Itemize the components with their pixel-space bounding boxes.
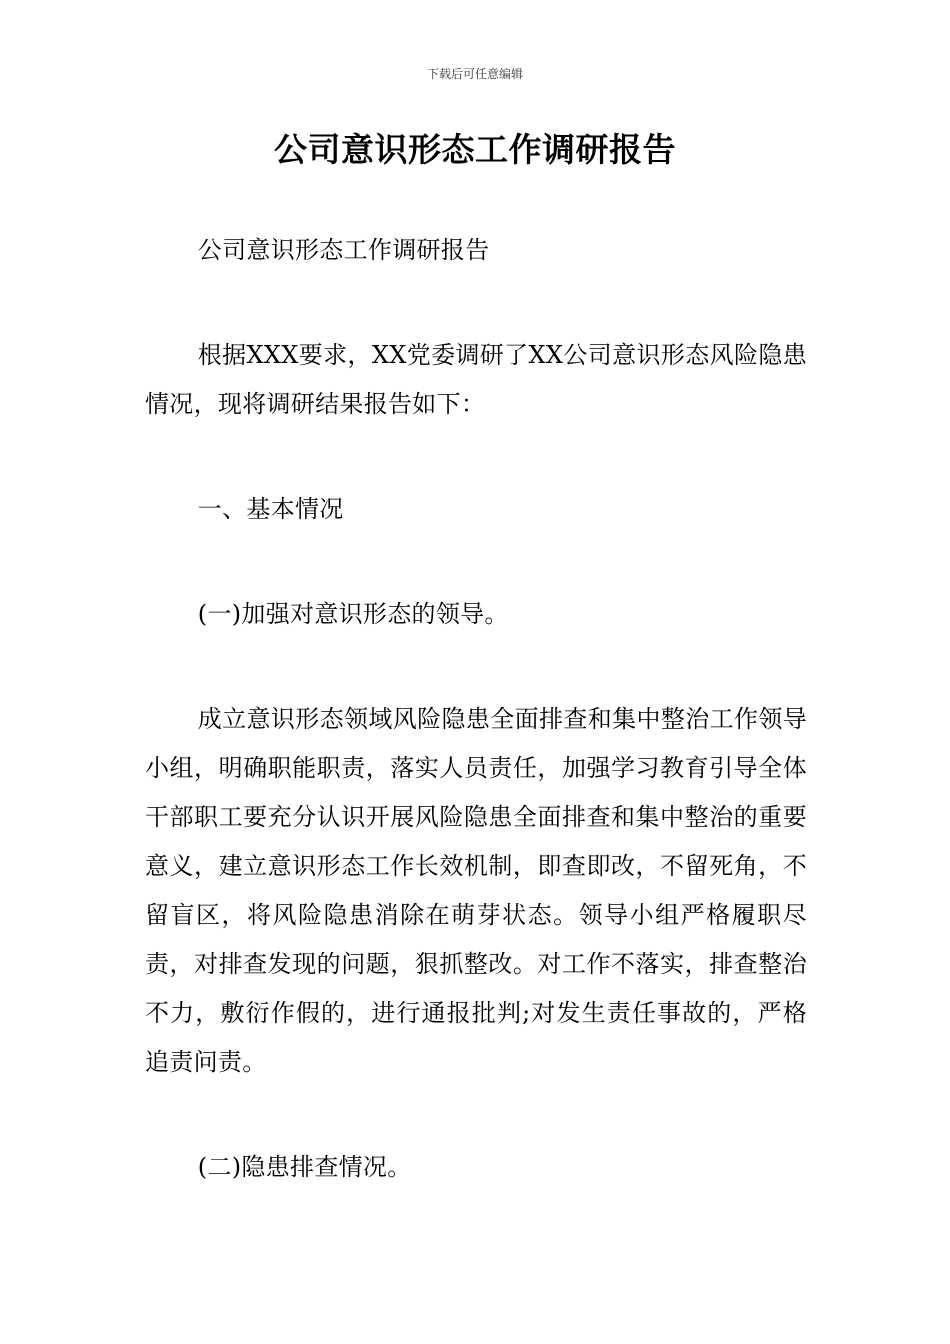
intro-paragraph: 根据XXX要求，XX党委调研了XX公司意识形态风险隐患情况，现将调研结果报告如下： [145, 341, 807, 418]
document-body [145, 226, 807, 1192]
subsection-heading-leadership: (一)加强对意识形态的领导。 [197, 600, 509, 628]
body-paragraph-leadership: 成立意识形态领域风险隐患全面排查和集中整治工作领导小组，明确职能职责，落实人员责任，加强学习教育引导全体干部职工要充分认识开展风险隐患全面排查和集中整治的重要意义，建立意识形态工作长效机制，即查即改，不留死角，不留盲区，将风险隐患消除在萌芽状态。领导小组严格履职尽责，对排查发现的问题，狠抓整改。对工作不落实，排查整治不力，敷衍作假的，进行通报批判;对发生责任事故的，严格追责问责。 [145, 705, 807, 1076]
section-heading-basic: 一、基本情况 [197, 495, 344, 523]
document-title: 公司意识形态工作调研报告 [274, 130, 676, 169]
subtitle-paragraph: 公司意识形态工作调研报告 [197, 236, 490, 264]
header-note: 下载后可任意编辑 [426, 67, 523, 81]
subsection-heading-inspection: (二)隐患排查情况。 [197, 1153, 412, 1181]
